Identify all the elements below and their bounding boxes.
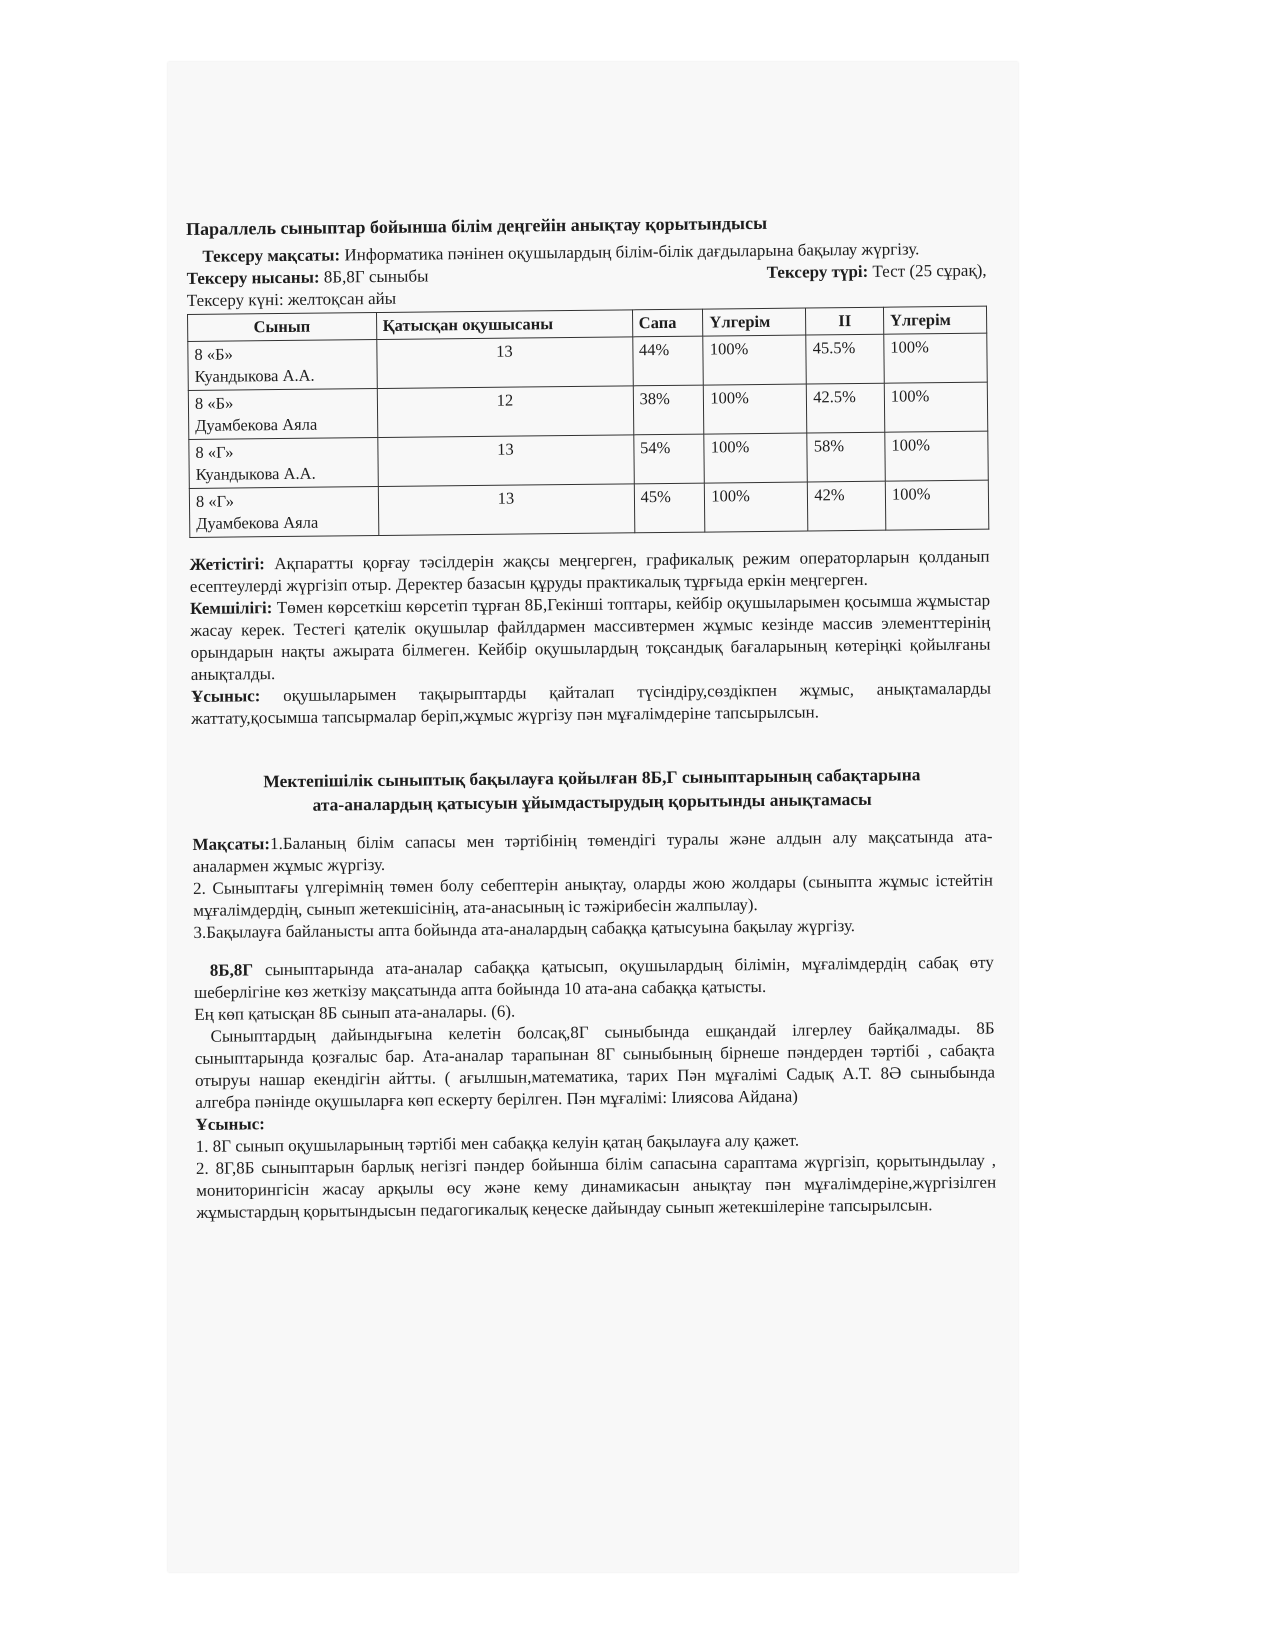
cell-progress2: 100% [885, 480, 989, 530]
type-label: Тексеру түрі: [766, 261, 869, 282]
cell-progress: 100% [704, 433, 807, 483]
weakness-paragraph [190, 590, 991, 686]
cell-quality: 45% [634, 483, 705, 533]
achievement-text: Ақпаратты қорғау тәсілдерін жақсы меңгерген, графикалық режим операторларын қолданып есептеулерді жүргізіп отыр. Деректер базасын құруды практикалық тұрғыда еркін меңгерген. [189, 546, 990, 596]
classes-bold: 8Б,8Г [209, 960, 254, 980]
results-table [187, 306, 989, 538]
weakness-text: Төмен көрсеткіш көрсетіп тұрған 8Б,Гекінші топтары, кейбір оқушыларымен қосымша жұмыстар жасау керек. Тестегі қателік оқушылар файлдармен массивтермен жұмыс кезінде массив элементтерінің орындарын нақты ажырата білмеген. Кейбір оқушылардың тоқсандық бағаларының көтеріңкі қойылғаны анықталды. [190, 590, 991, 684]
cell-progress: 100% [705, 482, 808, 532]
cell-progress: 100% [703, 335, 806, 385]
cell-class: 8 «Г» Куандыкова А.А. [189, 438, 378, 489]
achievement-label: Жетістігі: [189, 554, 266, 574]
cell-class: 8 «Б» Дуамбекова Аяла [188, 389, 377, 440]
suggestion-paragraph [191, 678, 991, 730]
cell-quality: 38% [633, 385, 704, 435]
col-header-count: Қатысқан оқушысаны [376, 310, 632, 340]
cell-quality: 44% [632, 336, 703, 386]
object-text: 8Б,8Г сыныбы [323, 266, 429, 287]
cell-progress2: 100% [884, 333, 988, 383]
cell-count: 13 [376, 337, 633, 389]
goal2-label: Мақсаты: [192, 834, 271, 854]
document-content [186, 210, 996, 1224]
date-line: Тексеру күні: желтоқсан айы [186, 288, 397, 310]
cell-count: 13 [378, 484, 635, 536]
type-field [767, 260, 987, 284]
weakness-label: Кемшілігі: [189, 598, 273, 618]
cell-q2: 42.5% [807, 383, 885, 433]
cell-count: 13 [377, 435, 634, 487]
cell-quality: 54% [633, 434, 704, 484]
attendance-paragraph: 8Б,8Г сыныптарында ата-аналар сабаққа қатысып, оқушылардың білімін, мұғалімдердің сабақ өту шеберлігіне көз жеткізу мақсатында апта бойында 10 ата-ана сабаққа қатысты. [194, 952, 994, 1002]
goal-text: Информатика пәнінен оқушылардың білім-білік дағдыларына бақылау жүргізу. [344, 239, 920, 265]
goal2-item1: 1.Баланың білім сапасы мен тәртібінің төмендігі туралы және алдын алу мақсатында ата-аналармен жұмыс жүргізу. [192, 826, 993, 876]
section2-title: Мектепішілік сыныптық бақылауға қойылған 8Б,Г сыныптарының сабақтарына ата-аналардың қатысуын ұйымдастырудың қорытынды анықтамасы [263, 764, 921, 815]
cell-progress2: 100% [885, 431, 989, 481]
col-header-progress2: Үлгерім [883, 306, 986, 334]
most-attended-paragraph: Ең көп қатысқан 8Б сынып ата-аналары. (6). [194, 1001, 516, 1024]
goal-label: Тексеру мақсаты: [202, 245, 341, 266]
table-row [189, 431, 988, 488]
table-row [189, 480, 988, 537]
suggestion-label: Ұсыныс: [190, 686, 261, 706]
cell-count: 12 [377, 386, 634, 438]
table-row [188, 382, 987, 439]
col-header-progress: Үлгерім [703, 308, 806, 336]
type-text: Тест (25 сұрақ), [872, 260, 987, 281]
goal2-item3: 3.Бақылауға байланысты апта бойында ата-аналардың сабаққа қатысуына бақылау жүргізу. [193, 916, 856, 942]
cell-progress2: 100% [884, 382, 988, 432]
cell-q2: 42% [808, 481, 886, 531]
suggestion2-item1: 1. 8Г сынып оқушыларының тәртібі мен сабаққа келуін қатаң бақылауға алу қажет. [195, 1130, 800, 1156]
cell-q2: 58% [807, 432, 885, 482]
object-field [187, 265, 429, 290]
table-row [188, 333, 987, 390]
suggestion-text: оқушыларымен тақырыптарды қайталап түсіндіру,сөздікпен жұмыс, анықтамаларды жаттату,қосымша тапсырмалар беріп,жұмыс жүргізу пән мұғалімдеріне тапсырылсын. [191, 678, 992, 728]
object-label: Тексеру нысаны: [186, 267, 320, 288]
readiness-paragraph: Сыныптардың дайындығына келетін болсақ,8Г сыныбында ешқандай ілгерлеу байқалмады. 8Б сыныптарында қозғалыс бар. Ата-аналар тарапынан 8Г сыныбының бірнеше пәндерден тәртібі , сабақта отыруы нашар екендігін айтты. ( ағылшын,математика, тарих Пән мұғалімі Садық А.Т. 8Ә сыныбында алгебра пәнінде оқушыларға көп ескерту берілген. Пән мұғалімі: Ілиясова Айдана) [194, 1018, 996, 1112]
col-header-quality: Сапа [632, 309, 703, 337]
cell-q2: 45.5% [806, 334, 884, 384]
goal2-item2: 2. Сыныптағы үлгерімнің төмен болу себептерін анықтау, оларды жою жолдары (сыныпта жұмыс істейтін мұғалімдердің, сынып жетекшісінің, ата-анасының іс тәжірибесін жалпылау). [192, 870, 994, 920]
section1-title: Параллель сыныптар бойынша білім деңгейін анықтау қорытындысы [186, 212, 768, 239]
col-header-class: Сынып [188, 313, 377, 342]
cell-class: 8 «Б» Куандыкова А.А. [188, 340, 377, 391]
suggestion2-item2: 2. 8Г,8Б сыныптарын барлық негізгі пәндер бойынша білім сапасына сараптама жүргізіп, қорытындылау , мониторингісін жасау арқылы өсу және кему динамикасын анықтау пән мұғалімдеріне,жүргізілген жұмыстардың қорытындысын педагогикалық кеңеске дайындау сынып жетекшілеріне тапсырылсын. [195, 1150, 997, 1222]
cell-progress: 100% [704, 384, 807, 434]
suggestion2-label: Ұсыныс: [195, 1114, 265, 1134]
col-header-ii: II [806, 307, 884, 335]
cell-class: 8 «Г» Дуамбекова Аяла [189, 487, 378, 538]
